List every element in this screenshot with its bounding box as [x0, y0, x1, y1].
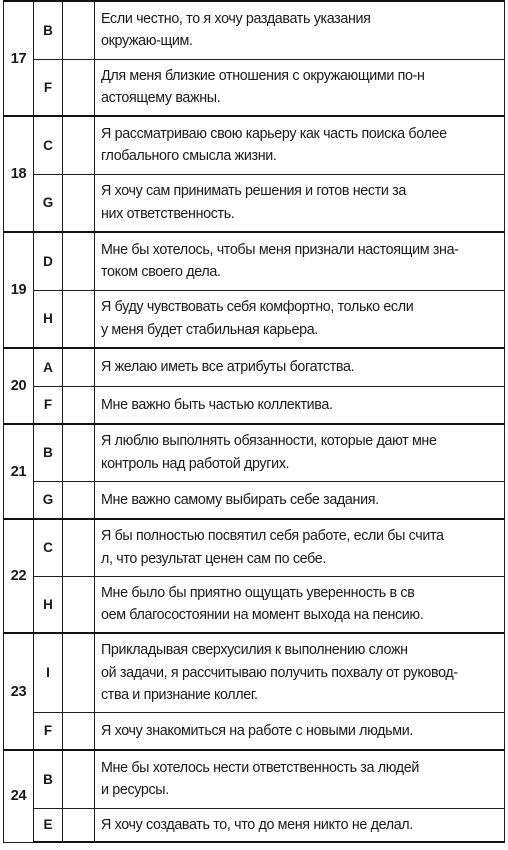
statement-text: Я рассматриваю свою карьеру как часть поиска более глобального смысла жизни.: [95, 116, 505, 174]
question-number: 20: [4, 348, 34, 424]
statement-text: Для меня близкие отношения с окружающими по-н астоящему важны.: [95, 59, 505, 116]
answer-mark-cell[interactable]: [63, 290, 95, 348]
statement-text: Я бы полностью посвятил себя работе, если бы счита л, что результат ценен сам по себе.: [95, 519, 505, 576]
option-letter: G: [34, 481, 63, 519]
answer-mark-cell[interactable]: [63, 633, 95, 712]
statement-text: Я хочу создавать то, что до меня никто не делал.: [95, 808, 505, 842]
answer-mark-cell[interactable]: [63, 174, 95, 232]
question-number: 17: [4, 1, 34, 116]
option-letter: F: [34, 59, 63, 116]
question-number: 24: [4, 750, 34, 842]
question-row: [4, 750, 505, 808]
question-row: [4, 519, 505, 576]
statement-text: Если честно, то я хочу раздавать указания окружаю-щим.: [95, 1, 505, 59]
option-letter: H: [34, 290, 63, 348]
statement-text: Я хочу сам принимать решения и готов нести за них ответственность.: [95, 174, 505, 232]
statement-text: Мне важно самому выбирать себе задания.: [95, 481, 505, 519]
question-row: [4, 1, 505, 59]
questionnaire-table: [3, 0, 505, 843]
answer-mark-cell[interactable]: [63, 750, 95, 808]
question-number: 23: [4, 633, 34, 750]
statement-text: Я хочу знакомиться на работе с новыми людьми.: [95, 712, 505, 750]
question-row: [4, 712, 505, 750]
option-letter: B: [34, 424, 63, 481]
answer-mark-cell[interactable]: [63, 232, 95, 290]
statement-text: Я буду чувствовать себя комфортно, только если у меня будет стабильная карьера.: [95, 290, 505, 348]
option-letter: B: [34, 1, 63, 59]
question-row: [4, 386, 505, 424]
answer-mark-cell[interactable]: [63, 712, 95, 750]
option-letter: D: [34, 232, 63, 290]
question-row: [4, 116, 505, 174]
answer-mark-cell[interactable]: [63, 1, 95, 59]
question-row: [4, 424, 505, 481]
option-letter: I: [34, 633, 63, 712]
question-number: 22: [4, 519, 34, 633]
statement-text: Я люблю выполнять обязанности, которые дают мне контроль над работой других.: [95, 424, 505, 481]
answer-mark-cell[interactable]: [63, 576, 95, 633]
answer-mark-cell[interactable]: [63, 386, 95, 424]
answer-mark-cell[interactable]: [63, 808, 95, 842]
answer-mark-cell[interactable]: [63, 348, 95, 386]
question-number: 21: [4, 424, 34, 519]
question-row: [4, 633, 505, 712]
question-row: [4, 174, 505, 232]
option-letter: A: [34, 348, 63, 386]
question-row: [4, 232, 505, 290]
answer-mark-cell[interactable]: [63, 519, 95, 576]
statement-text: Прикладывая сверхусилия к выполнению сложн ой задачи, я рассчитываю получить похвалу от руковод- ства и признание коллег.: [95, 633, 505, 712]
option-letter: C: [34, 116, 63, 174]
option-letter: C: [34, 519, 63, 576]
question-row: [4, 481, 505, 519]
statement-text: Мне бы хотелось, чтобы меня признали настоящим зна- током своего дела.: [95, 232, 505, 290]
option-letter: E: [34, 808, 63, 842]
question-row: [4, 348, 505, 386]
question-row: [4, 59, 505, 116]
statement-text: Мне бы хотелось нести ответственность за людей и ресурсы.: [95, 750, 505, 808]
statement-text: Я желаю иметь все атрибуты богатства.: [95, 348, 505, 386]
option-letter: G: [34, 174, 63, 232]
option-letter: F: [34, 386, 63, 424]
answer-mark-cell[interactable]: [63, 424, 95, 481]
statement-text: Мне было бы приятно ощущать уверенность в св оем благосостоянии на момент выхода на пенсию.: [95, 576, 505, 633]
answer-mark-cell[interactable]: [63, 59, 95, 116]
statement-text: Мне важно быть частью коллектива.: [95, 386, 505, 424]
question-number: 18: [4, 116, 34, 232]
answer-mark-cell[interactable]: [63, 481, 95, 519]
answer-mark-cell[interactable]: [63, 116, 95, 174]
question-row: [4, 808, 505, 842]
question-number: 19: [4, 232, 34, 348]
option-letter: B: [34, 750, 63, 808]
question-row: [4, 576, 505, 633]
question-row: [4, 290, 505, 348]
option-letter: F: [34, 712, 63, 750]
option-letter: H: [34, 576, 63, 633]
